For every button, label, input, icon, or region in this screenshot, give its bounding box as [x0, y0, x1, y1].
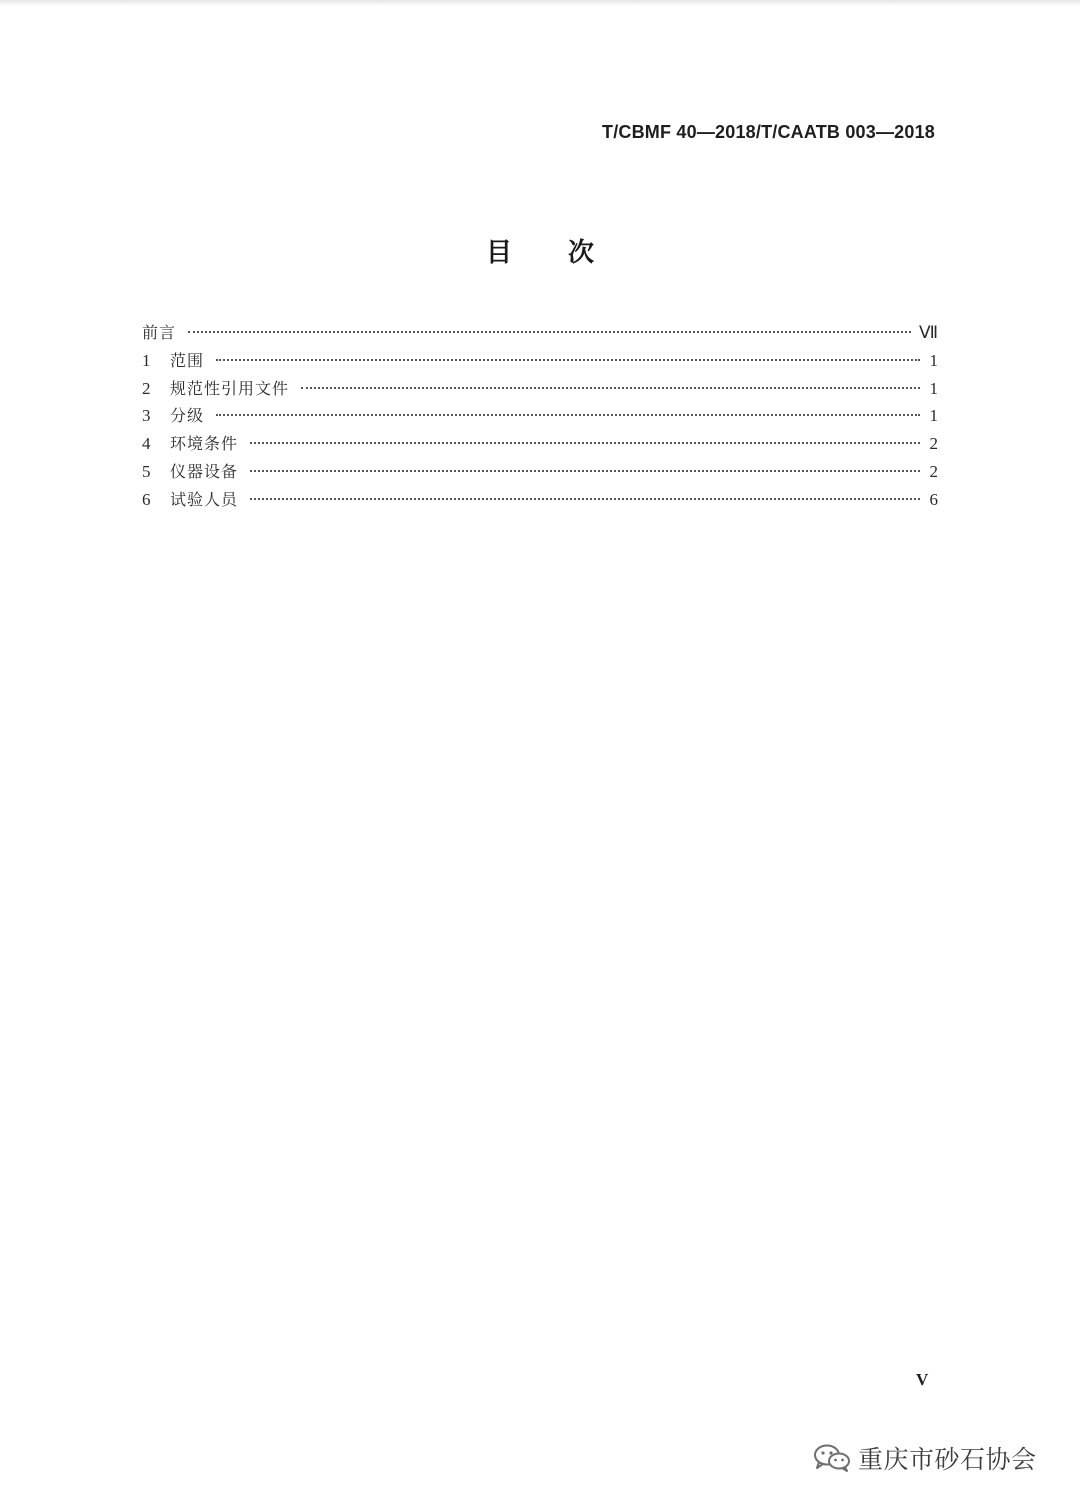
- page-top-edge: [0, 0, 1080, 6]
- toc-entry-label: 分级: [170, 406, 205, 426]
- toc-entry-label: 试验人员: [170, 489, 239, 509]
- toc-entry-1[interactable]: [142, 348, 938, 376]
- toc-entry-6[interactable]: [142, 487, 938, 515]
- toc-dot-leader: [216, 359, 920, 361]
- toc-entry-page: Ⅶ: [918, 323, 938, 342]
- toc-entry-4[interactable]: [142, 431, 938, 459]
- toc-entry-5[interactable]: [142, 459, 938, 487]
- toc-dot-leader: [301, 387, 920, 389]
- toc-entry-label: 前言: [142, 323, 177, 342]
- toc-entry-label: 范围: [170, 350, 205, 370]
- toc-entry-number: 3: [142, 406, 151, 426]
- toc-entry-2[interactable]: [142, 376, 938, 404]
- toc-entry-label: 规范性引用文件: [170, 378, 290, 398]
- toc-dot-leader: [250, 470, 920, 472]
- toc-dot-leader: [250, 442, 920, 444]
- toc-entry-page: 2: [929, 461, 938, 481]
- toc-entry-label: 环境条件: [170, 434, 239, 454]
- toc-entry-number: 6: [142, 489, 151, 509]
- toc-dot-leader: [250, 498, 920, 500]
- toc-entry-page: 1: [929, 350, 938, 370]
- toc-title-char-1: 目: [485, 238, 512, 268]
- watermark: [812, 1440, 1037, 1476]
- toc-title: [0, 232, 1080, 269]
- toc-dot-leader: [216, 414, 920, 416]
- toc-entry-number: 1: [142, 350, 151, 370]
- toc-entry-page: 1: [929, 406, 938, 426]
- toc-dot-leader: [188, 331, 911, 333]
- toc-entry-3[interactable]: [142, 403, 938, 431]
- wechat-icon: [812, 1443, 852, 1473]
- toc-title-char-2: 次: [568, 238, 595, 268]
- toc-entry-page: 1: [929, 378, 938, 398]
- table-of-contents: [142, 320, 938, 515]
- page-number: V: [916, 1370, 929, 1389]
- watermark-text: 重庆市砂石协会: [858, 1445, 1037, 1474]
- standard-number: T/CBMF 40—2018/T/CAATB 003—2018: [602, 122, 935, 142]
- toc-entry-label: 仪器设备: [170, 461, 239, 481]
- toc-entry-number: 5: [142, 461, 151, 481]
- toc-entry-page: 2: [929, 434, 938, 454]
- toc-entry-number: 4: [142, 434, 151, 454]
- toc-entry-page: 6: [929, 489, 938, 509]
- toc-entry-foreword[interactable]: [142, 320, 938, 348]
- toc-entry-number: 2: [142, 378, 151, 398]
